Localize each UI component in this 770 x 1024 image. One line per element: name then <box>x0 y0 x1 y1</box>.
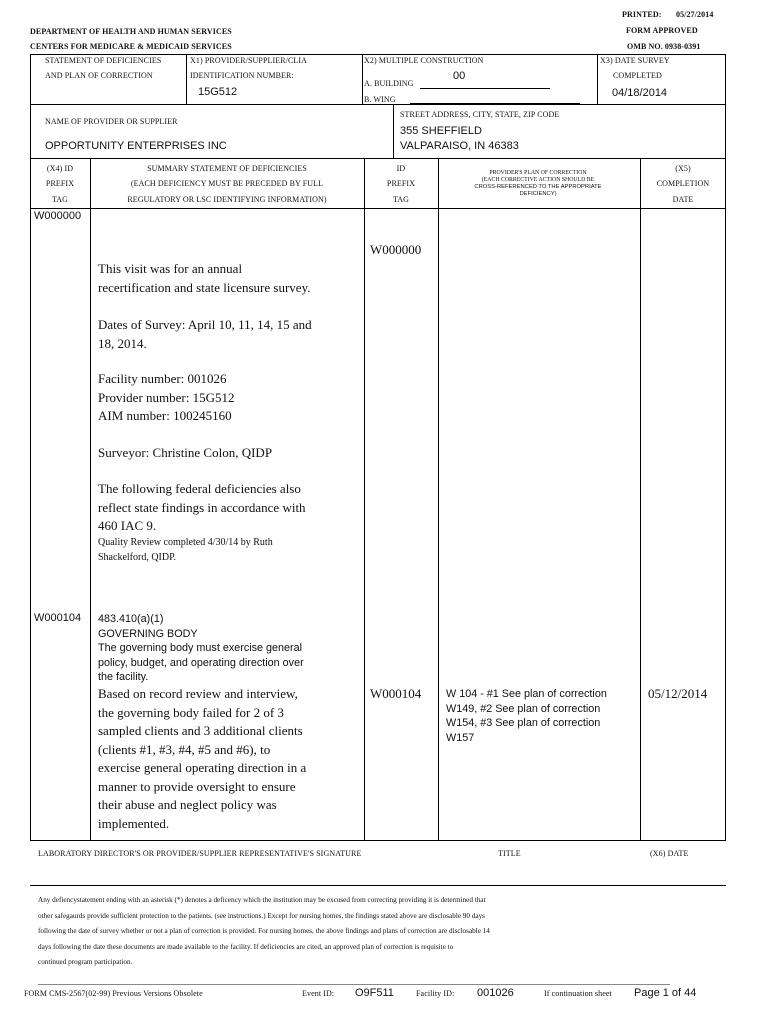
printed-date: 05/27/2014 <box>676 10 714 19</box>
rule <box>186 54 187 104</box>
rule <box>597 54 598 104</box>
tag-w000104-left: W000104 <box>34 612 82 624</box>
text-line: AIM number: 100245160 <box>98 408 232 423</box>
text-line: their abuse and neglect policy was <box>98 797 277 812</box>
text-line: Quality Review completed 4/30/14 by Ruth <box>98 537 273 548</box>
text-line: 483.410(a)(1) <box>98 613 164 625</box>
rule <box>90 158 91 840</box>
deficiency-note <box>38 893 718 971</box>
text-line: implemented. <box>98 815 170 831</box>
regulation-block <box>98 612 362 685</box>
text-line: sampled clients and 3 additional clients <box>98 723 303 738</box>
text-line: Surveyor: Christine Colon, QIDP <box>98 445 273 460</box>
finding-block <box>98 685 362 833</box>
tag-w000104-right: W000104 <box>370 686 422 701</box>
signature-label: LABORATORY DIRECTOR'S OR PROVIDER/SUPPLIER REPRESENTATIVE'S SIGNATURE <box>38 849 362 858</box>
text-line: GOVERNING BODY <box>98 627 198 640</box>
rule <box>438 158 439 840</box>
text-line: (clients #1, #3, #4, #5 and #6), to <box>98 741 271 757</box>
text-line: exercise general operating direction in a <box>98 760 307 775</box>
printed-label: PRINTED: <box>622 10 662 19</box>
plan-of-correction <box>446 687 638 745</box>
continuation-label: If continuation sheet <box>544 989 612 998</box>
wing-label: B. WING <box>364 95 396 104</box>
statement-label-1: STATEMENT OF DEFICIENCIES <box>45 56 162 65</box>
paragraph-dates <box>98 316 360 353</box>
text-line: days following the date these documents are made available to the facility. If deficiencies are cited, an approved plan of correction is requisite to <box>38 942 454 951</box>
text-line: policy, budget, and operating direction over <box>98 656 304 669</box>
id-header-3: TAG <box>392 195 410 204</box>
text-line: following the date of survey whether or not a plan of correction is provided. For nursing homes, the above findings and plans of correction are disclosable 14 <box>38 927 490 935</box>
plan-header-3: CROSS-REFERENCED TO THE APPROPRIATE <box>474 184 602 190</box>
completion-date: 05/12/2014 <box>648 686 708 701</box>
facility-id-value: 001026 <box>477 987 514 999</box>
rule <box>410 103 580 104</box>
text-line: W149, #2 See plan of correction <box>446 702 601 715</box>
address-label: STREET ADDRESS, CITY, STATE, ZIP CODE <box>400 110 560 119</box>
rule <box>640 158 641 840</box>
rule <box>725 54 726 104</box>
plan-header-4: DEFICIENCY) <box>519 191 557 197</box>
text-line: Any defiencystatement ending with an asterisk (*) denotes a deficency which the institution may be excused from correcting providing it is determined that <box>38 896 486 904</box>
x1-label-2: IDENTIFICATION NUMBER: <box>190 71 294 80</box>
x5-header-2: COMPLETION <box>656 179 710 188</box>
date-label: (X6) DATE <box>650 849 689 858</box>
address-line-1: 355 SHEFFIELD <box>400 125 482 137</box>
facility-id-label: Facility ID: <box>416 989 455 998</box>
text-line: manner to provide oversight to ensure <box>98 778 296 794</box>
x1-label-1: X1) PROVIDER/SUPPLIER/CLIA <box>190 56 308 65</box>
text-line: 460 IAC 9. <box>98 518 157 533</box>
rule <box>38 984 670 985</box>
tag-w000000-left: W000000 <box>34 210 82 222</box>
text-line: This visit was for an annual <box>98 261 243 276</box>
paragraph-numbers <box>98 370 360 426</box>
text-line: 18, 2014. <box>98 335 147 351</box>
paragraph-quality-review <box>98 536 360 565</box>
paragraph-surveyor <box>98 444 360 463</box>
centers-title: CENTERS FOR MEDICARE & MEDICAID SERVICES <box>30 42 232 51</box>
rule <box>30 104 726 105</box>
plan-header-1: PROVIDER'S PLAN OF CORRECTION <box>489 170 587 176</box>
rule <box>30 158 31 840</box>
provider-name-label: NAME OF PROVIDER OR SUPPLIER <box>45 117 178 126</box>
x5-header-1: (X5) <box>675 164 691 173</box>
text-line: Shackelford, QIDP. <box>98 551 177 563</box>
provider-name: OPPORTUNITY ENTERPRISES INC <box>45 140 227 152</box>
form-approved: FORM APPROVED <box>626 26 698 35</box>
text-line: The governing body must exercise general <box>98 642 303 654</box>
form-number: FORM CMS-2567(02-99) Previous Versions Obsolete <box>24 989 203 998</box>
rule <box>30 104 31 158</box>
omb-number: OMB NO. 0938-0391 <box>627 42 701 51</box>
rule <box>420 88 550 89</box>
tag-w000000-right: W000000 <box>370 242 422 257</box>
x3-label-2: COMPLETED <box>613 71 662 80</box>
x4-header-3: TAG <box>51 195 69 204</box>
rule <box>362 54 363 104</box>
summary-header-3: REGULATORY OR LSC IDENTIFYING INFORMATION) <box>127 195 327 204</box>
rule <box>30 840 726 841</box>
plan-header-2: (EACH CORRECTIVE ACTION SHOULD BE <box>481 177 595 183</box>
text-line: reflect state findings in accordance with <box>98 499 306 515</box>
building-label: A. BUILDING <box>364 79 414 88</box>
rule <box>30 885 726 886</box>
text-line: Facility number: 001026 <box>98 371 227 386</box>
text-line: W157 <box>446 731 475 744</box>
summary-header-2: (EACH DEFICIENCY MUST BE PRECEDED BY FULL <box>130 179 324 188</box>
building-value: 00 <box>453 70 466 82</box>
x4-header-2: PREFIX <box>45 179 75 188</box>
text-line: Provider number: 15G512 <box>98 389 235 405</box>
statement-label-2: AND PLAN OF CORRECTION <box>45 71 153 80</box>
provider-id-value: 15G512 <box>198 86 238 98</box>
rule <box>30 54 31 104</box>
x3-label-1: X3) DATE SURVEY <box>600 56 670 65</box>
text-line: W 104 - #1 See plan of correction <box>446 688 607 700</box>
text-line: the governing body failed for 2 of 3 <box>98 704 284 720</box>
page-number: Page 1 of 44 <box>634 987 697 999</box>
paragraph-visit <box>98 260 360 297</box>
dept-title: DEPARTMENT OF HEALTH AND HUMAN SERVICES <box>30 27 232 36</box>
event-id-value: O9F511 <box>355 987 394 999</box>
rule <box>725 158 726 840</box>
address-line-2: VALPARAISO, IN 46383 <box>400 140 519 152</box>
event-id-label: Event ID: <box>302 989 335 998</box>
text-line: The following federal deficiencies also <box>98 481 301 496</box>
rule <box>725 104 726 158</box>
id-header-1: ID <box>396 164 406 173</box>
rule <box>393 104 394 158</box>
x4-header-1: (X4) ID <box>46 164 74 173</box>
text-line: Based on record review and interview, <box>98 686 298 701</box>
text-line: the facility. <box>98 671 149 683</box>
x2-label: X2) MULTIPLE CONSTRUCTION <box>364 56 484 65</box>
summary-header-1: SUMMARY STATEMENT OF DEFICIENCIES <box>147 164 307 173</box>
rule <box>30 54 726 55</box>
rule <box>364 158 365 840</box>
text-line: W154, #3 See plan of correction <box>446 717 601 729</box>
rule <box>30 208 726 209</box>
title-label: TITLE <box>498 849 521 858</box>
text-line: other safegaurds provide sufficient protection to the patients. (see instructions.) Except for nursing homes, the findings stated above are disclosable 90 days <box>38 911 485 920</box>
rule <box>30 158 726 159</box>
paragraph-federal <box>98 480 360 536</box>
text-line: recertification and state licensure survey. <box>98 279 311 295</box>
survey-date-value: 04/18/2014 <box>612 87 668 99</box>
x5-header-3: DATE <box>672 195 694 204</box>
id-header-2: PREFIX <box>386 179 416 188</box>
text-line: Dates of Survey: April 10, 11, 14, 15 and <box>98 317 312 332</box>
text-line: continued program participation. <box>38 958 133 966</box>
